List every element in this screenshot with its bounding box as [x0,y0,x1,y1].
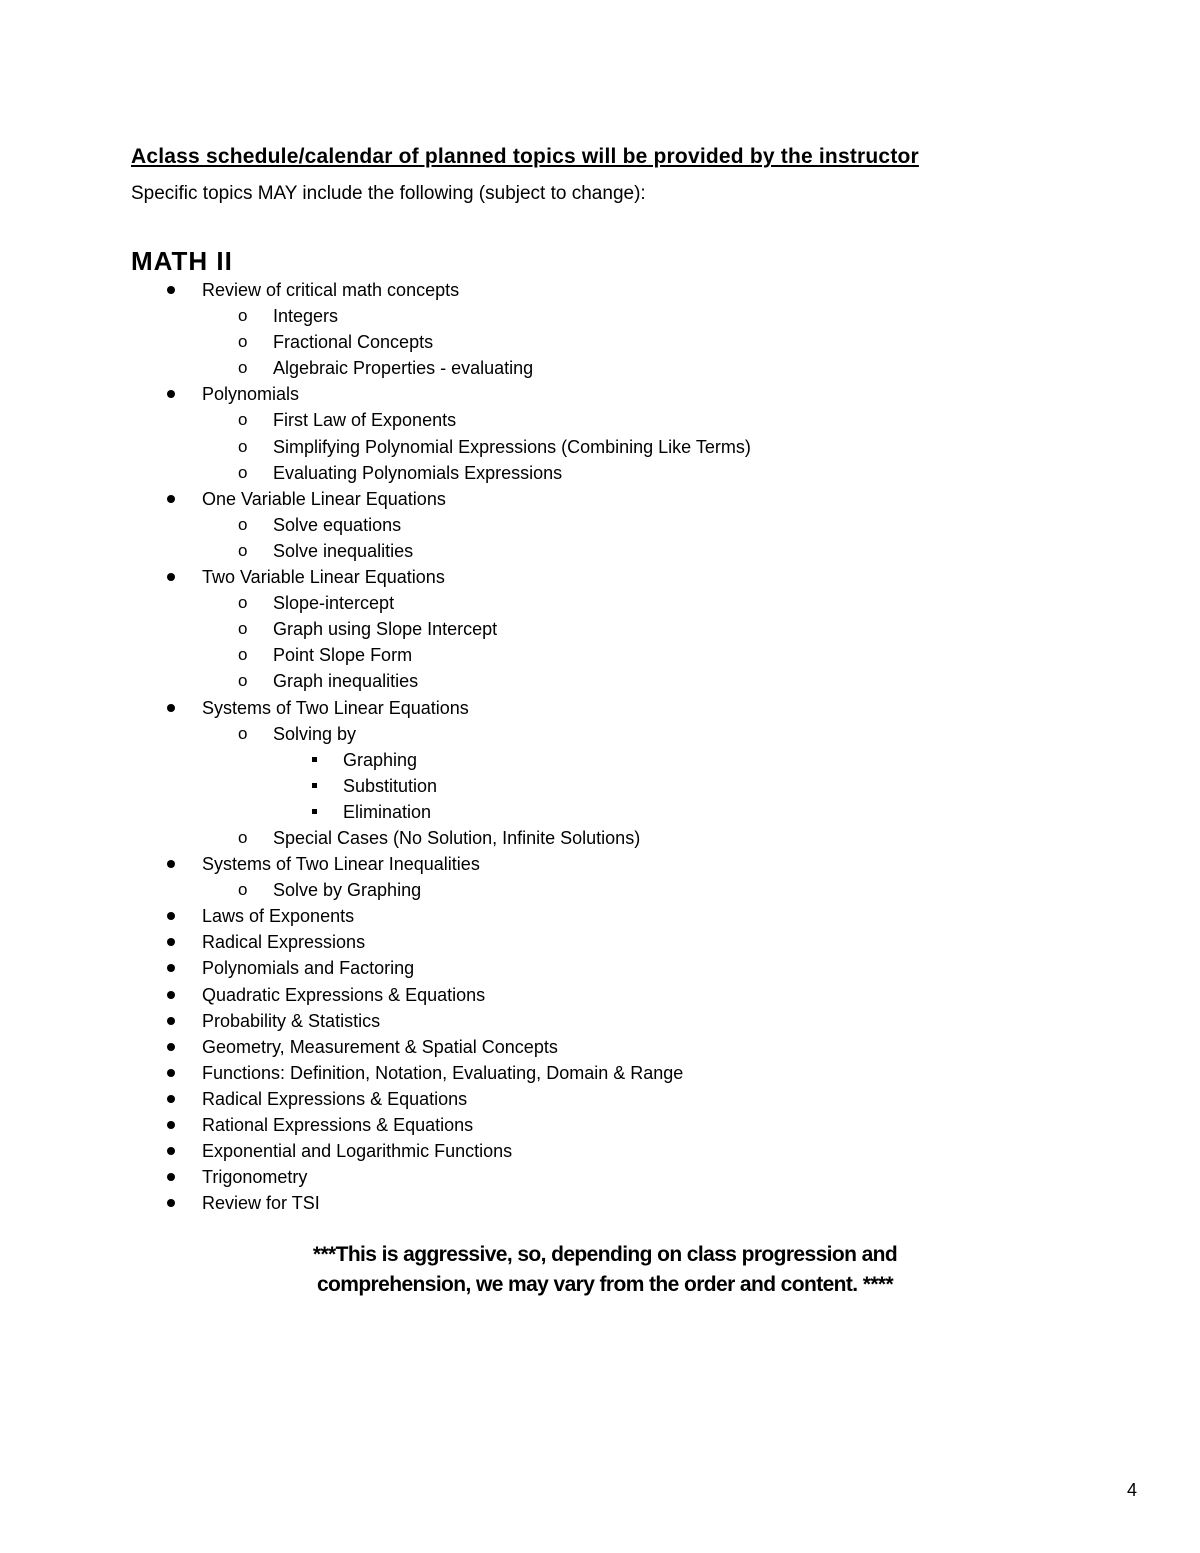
outline-item-text: Polynomials and Factoring [202,958,415,979]
closing-note [200,1240,1010,1300]
circle-bullet-icon: o [238,723,248,743]
outline-item-text: Substitution [343,775,438,796]
outline-item-text: First Law of Exponents [273,410,457,431]
outline-item-text: One Variable Linear Equations [202,488,446,509]
circle-bullet-icon: o [238,410,248,430]
bullet-icon [167,1095,177,1105]
circle-bullet-icon: o [238,827,248,847]
circle-bullet-icon: o [238,671,248,691]
outline-item-level-2 [0,825,1200,851]
outline-item-text: Evaluating Polynomials Expressions [273,462,563,483]
bullet-icon [167,938,177,948]
outline-item-text: Fractional Concepts [273,332,434,353]
outline-item-level-2 [0,434,1200,460]
outline-item-text: Solve inequalities [273,540,414,561]
section-title: MATH II [131,246,233,276]
bullet-icon [167,1069,177,1079]
outline-item-level-2 [0,642,1200,668]
outline-item-level-2 [0,355,1200,381]
circle-bullet-icon: o [238,358,248,378]
outline-item-level-1 [0,1086,1200,1112]
outline-item-level-1 [0,1060,1200,1086]
outline-item-text: Rational Expressions & Equations [202,1115,474,1135]
circle-bullet-icon: o [238,619,248,639]
outline-item-text: Geometry, Measurement & Spatial Concepts [202,1036,558,1057]
outline-item-level-1 [0,1138,1200,1164]
closing-note-line-2: comprehension, we may vary from the order and content. **** [316,1273,894,1296]
bullet-icon [167,495,177,505]
outline-item-text: Graphing [343,749,418,770]
bullet-icon [167,1017,177,1027]
page-number: 4 [1127,1480,1138,1500]
square-bullet-icon [312,757,317,762]
circle-bullet-icon: o [238,880,248,900]
outline-item-level-1 [0,929,1200,955]
intro-text: Specific topics MAY include the following (subject to change): [131,183,646,204]
outline-item-level-2 [0,538,1200,564]
bullet-icon [167,573,177,583]
outline-item-level-1 [0,695,1200,721]
outline-item-text: Solving by [273,723,357,744]
circle-bullet-icon: o [238,645,248,665]
outline-item-text: Trigonometry [202,1167,308,1188]
outline-item-level-3 [0,773,1200,799]
bullet-icon [167,390,177,400]
circle-bullet-icon: o [238,332,248,352]
bullet-icon [167,1199,177,1209]
outline-item-level-2 [0,407,1200,433]
outline-item-text: Elimination [343,801,432,822]
outline-item-text: Integers [273,306,339,327]
outline-item-text: Polynomials [202,384,300,405]
outline-item-level-1 [0,1034,1200,1060]
bullet-icon [167,286,177,296]
outline-item-text: Review for TSI [202,1193,320,1214]
outline-item-level-2 [0,721,1200,747]
outline-item-level-2 [0,303,1200,329]
outline-item-text: Laws of Exponents [202,906,355,927]
outline-item-level-3 [0,799,1200,825]
bullet-icon [167,991,177,1001]
outline-item-level-1 [0,1164,1200,1190]
topic-outline [0,277,1200,1216]
outline-item-level-2 [0,590,1200,616]
circle-bullet-icon: o [238,514,248,534]
outline-item-level-1 [0,1008,1200,1034]
outline-item-level-2 [0,329,1200,355]
bullet-icon [167,1043,177,1053]
outline-item-text: Functions: Definition, Notation, Evaluating, Domain & Range [202,1062,684,1083]
outline-item-level-2 [0,616,1200,642]
outline-item-level-1 [0,486,1200,512]
square-bullet-icon [312,809,317,814]
outline-item-level-1 [0,851,1200,877]
closing-note-line-1: ***This is aggressive, so, depending on class progression and [312,1243,898,1266]
outline-item-level-2 [0,512,1200,538]
bullet-icon [167,704,177,714]
outline-item-level-2 [0,460,1200,486]
outline-item-text: Radical Expressions & Equations [202,1088,468,1109]
outline-item-level-1 [0,564,1200,590]
outline-item-level-2 [0,668,1200,694]
outline-item-level-1 [0,903,1200,929]
bullet-icon [167,1173,177,1183]
outline-item-text: Review of critical math concepts [202,280,460,300]
bullet-icon [167,1121,177,1131]
outline-item-text: Graph inequalities [273,671,419,692]
outline-item-text: Solve by Graphing [273,880,422,901]
outline-item-level-1 [0,277,1200,303]
outline-item-text: Two Variable Linear Equations [202,567,445,588]
outline-item-level-1 [0,1112,1200,1138]
outline-item-text: Systems of Two Linear Equations [202,697,469,718]
outline-item-text: Point Slope Form [273,645,413,666]
outline-item-text: Algebraic Properties - evaluating [273,358,534,379]
circle-bullet-icon: o [238,306,248,326]
bullet-icon [167,912,177,922]
bullet-icon [167,860,177,870]
circle-bullet-icon: o [238,540,248,560]
schedule-heading: Aclass schedule/calendar of planned topics will be provided by the instructor [131,145,919,168]
circle-bullet-icon: o [238,462,248,482]
outline-item-text: Graph using Slope Intercept [273,619,498,640]
outline-item-level-2 [0,877,1200,903]
outline-item-level-1 [0,1190,1200,1216]
outline-item-level-1 [0,381,1200,407]
outline-item-level-1 [0,982,1200,1008]
outline-item-text: Systems of Two Linear Inequalities [202,854,480,875]
circle-bullet-icon: o [238,593,248,613]
outline-item-text: Slope-intercept [273,593,395,614]
outline-item-text: Radical Expressions [202,932,366,953]
outline-item-text: Probability & Statistics [202,1010,381,1031]
square-bullet-icon [312,783,317,788]
bullet-icon [167,964,177,974]
outline-item-text: Quadratic Expressions & Equations [202,984,486,1005]
outline-item-level-1 [0,955,1200,981]
bullet-icon [167,1147,177,1157]
outline-item-text: Simplifying Polynomial Expressions (Combining Like Terms) [273,436,751,457]
outline-item-text: Solve equations [273,514,402,535]
circle-bullet-icon: o [238,436,248,456]
outline-item-text: Exponential and Logarithmic Functions [202,1141,513,1162]
outline-item-level-3 [0,747,1200,773]
outline-item-text: Special Cases (No Solution, Infinite Solutions) [273,827,641,848]
